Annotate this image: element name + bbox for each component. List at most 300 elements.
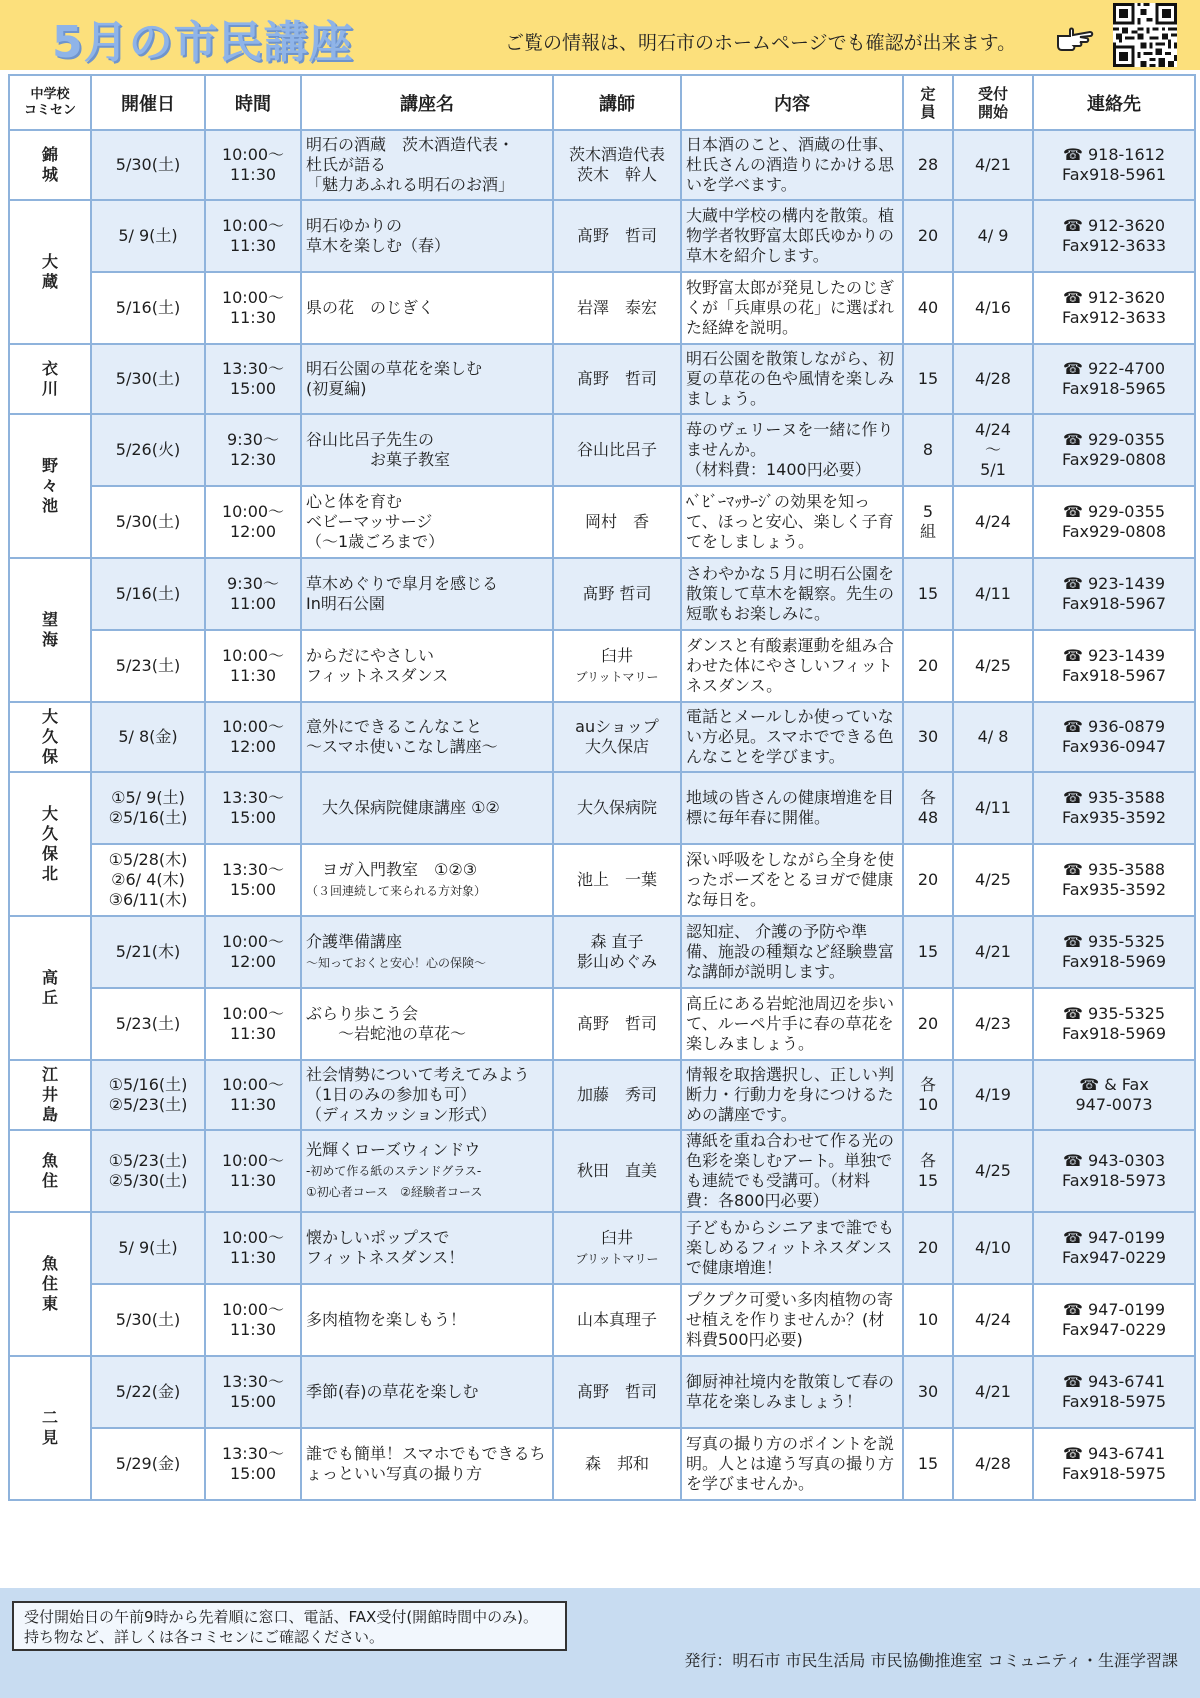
lecturer-cell	[553, 702, 681, 772]
course-name-cell-text: 明石ゆかりの 草木を楽しむ（春）	[306, 216, 451, 255]
school-name-cell: 錦 城	[9, 130, 91, 200]
course-name-cell-text: 介護準備講座	[306, 931, 403, 951]
date-cell-text: ①5/23(土) ②5/30(土)	[108, 1151, 188, 1190]
capacity-cell-text: 10	[917, 1310, 939, 1329]
lecturer-cell	[553, 414, 681, 486]
table-row	[9, 1356, 1195, 1428]
date-cell	[91, 1356, 205, 1428]
time-cell-text: 10:00〜 11:30	[221, 145, 285, 184]
capacity-cell	[903, 1428, 953, 1500]
reception-start-cell-text: 4/25	[975, 870, 1011, 889]
reception-start-cell-text: 4/11	[975, 798, 1011, 817]
date-cell-text: 5/23(土)	[115, 656, 181, 675]
lecturer-cell-text: 森 邦和	[584, 1454, 649, 1473]
capacity-cell-text: 40	[917, 298, 939, 317]
lecturer-cell	[553, 130, 681, 200]
lecturer-cell	[553, 486, 681, 558]
date-cell	[91, 344, 205, 414]
capacity-cell	[903, 130, 953, 200]
col-header-contact: 連絡先	[1033, 75, 1195, 130]
reception-start-cell	[953, 1284, 1033, 1356]
capacity-cell-text: 各 10	[917, 1075, 939, 1114]
lecturer-cell-text: 岡村 香	[584, 512, 649, 531]
course-name-cell	[301, 1060, 553, 1130]
contact-cell-text: ☎ 922-4700 Fax918-5965	[1061, 359, 1167, 398]
school-name-cell: 二 見	[9, 1356, 91, 1500]
reception-start-cell	[953, 1212, 1033, 1284]
content-cell	[681, 344, 903, 414]
date-cell	[91, 1130, 205, 1212]
contact-cell-text: ☎ 947-0199 Fax947-0229	[1061, 1228, 1167, 1267]
content-cell	[681, 1284, 903, 1356]
reception-start-cell-text: 4/24	[975, 512, 1011, 531]
date-cell	[91, 1428, 205, 1500]
lecturer-cell-text: 山本真理子	[576, 1310, 657, 1329]
reception-start-cell	[953, 486, 1033, 558]
capacity-cell-text: 5 組	[919, 502, 936, 541]
pointing-hand-icon	[1056, 22, 1096, 52]
table-row	[9, 486, 1195, 558]
course-name-cell-text: 季節(春)の草花を楽しむ	[306, 1382, 479, 1401]
course-name-cell	[301, 1130, 553, 1212]
content-cell-text: 御厨神社境内を散策して春の草花を楽しみましょう！	[686, 1372, 895, 1411]
content-cell-text: 認知症、 介護の予防や準備、施設の種類など経験豊富な講師が説明します。	[686, 922, 895, 981]
table-row	[9, 772, 1195, 844]
school-name-cell: 魚 住 東	[9, 1212, 91, 1356]
time-cell-text: 9:30〜 12:30	[227, 430, 279, 469]
reception-start-cell	[953, 130, 1033, 200]
course-name-cell	[301, 272, 553, 344]
content-cell-text: 情報を取捨選択し、正しい判断力・行動力を身につけるための講座です。	[686, 1065, 895, 1124]
lecturer-cell-text: 臼井	[600, 645, 633, 665]
time-cell-text: 10:00〜 11:30	[221, 646, 285, 685]
lecturer-cell-text: 岩澤 泰宏	[576, 298, 657, 317]
contact-cell-text: ☎ 929-0355 Fax929-0808	[1061, 430, 1167, 469]
content-cell	[681, 1212, 903, 1284]
content-cell-text: さわやかな５月に明石公園を散策して草木を観察。先生の短歌もお楽しみに。	[686, 564, 895, 623]
capacity-cell	[903, 844, 953, 916]
table-row	[9, 344, 1195, 414]
reception-start-cell-text: 4/23	[975, 1014, 1011, 1033]
contact-cell-text: ☎ 923-1439 Fax918-5967	[1061, 574, 1167, 613]
table-row	[9, 630, 1195, 702]
contact-cell-text: ☎ 935-5325 Fax918-5969	[1061, 1004, 1167, 1043]
reception-start-cell-text: 4/ 9	[977, 226, 1009, 245]
school-name-cell: 魚 住	[9, 1130, 91, 1212]
contact-cell-text: ☎ 923-1439 Fax918-5967	[1061, 646, 1167, 685]
time-cell	[205, 916, 301, 988]
capacity-cell	[903, 344, 953, 414]
reception-start-cell	[953, 1428, 1033, 1500]
content-cell-text: ﾍﾞﾋﾞｰﾏｯｻｰｼﾞの効果を知って、ほっと安心、楽しく子育てをしましょう。	[686, 492, 894, 551]
date-cell-text: 5/16(土)	[115, 584, 181, 603]
course-name-cell	[301, 414, 553, 486]
time-cell-text: 10:00〜 11:30	[221, 1075, 285, 1114]
date-cell	[91, 916, 205, 988]
reception-start-cell-text: 4/19	[975, 1085, 1011, 1104]
col-header-start: 受付 開始	[953, 75, 1033, 130]
capacity-cell-text: 20	[917, 870, 939, 889]
date-cell	[91, 844, 205, 916]
contact-cell-text: ☎ 935-3588 Fax935-3592	[1061, 860, 1167, 899]
contact-cell-text: ☎ 936-0879 Fax936-0947	[1061, 717, 1167, 756]
time-cell	[205, 200, 301, 272]
table-row	[9, 916, 1195, 988]
contact-cell	[1033, 1284, 1195, 1356]
school-name-cell: 大 蔵	[9, 200, 91, 344]
lecturer-cell-text: 髙野 哲司	[576, 1014, 657, 1033]
reception-start-cell	[953, 1130, 1033, 1212]
lecturer-cell	[553, 1212, 681, 1284]
content-cell	[681, 988, 903, 1060]
time-cell	[205, 1060, 301, 1130]
table-body	[9, 130, 1195, 1500]
lecturer-cell-text: 髙野 哲司	[576, 226, 657, 245]
time-cell	[205, 344, 301, 414]
contact-cell	[1033, 772, 1195, 844]
contact-cell-text: ☎ 935-3588 Fax935-3592	[1061, 788, 1167, 827]
content-cell-text: 牧野富太郎が発見したのじぎくが「兵庫県の花」に選ばれた経緯を説明。	[686, 278, 895, 337]
reception-start-cell-text: 4/21	[975, 155, 1011, 174]
col-header-content: 内容	[681, 75, 903, 130]
contact-cell	[1033, 630, 1195, 702]
lecturer-cell	[553, 630, 681, 702]
table-row	[9, 1428, 1195, 1500]
capacity-cell-text: 15	[917, 942, 939, 961]
course-name-cell-text: 懐かしいポップスで フィットネスダンス！	[306, 1228, 465, 1267]
contact-cell	[1033, 344, 1195, 414]
time-cell	[205, 558, 301, 630]
date-cell	[91, 414, 205, 486]
capacity-cell-text: 30	[917, 727, 939, 746]
time-cell	[205, 130, 301, 200]
time-cell-text: 10:00〜 12:00	[221, 502, 285, 541]
course-name-cell	[301, 702, 553, 772]
time-cell	[205, 1428, 301, 1500]
contact-cell	[1033, 1060, 1195, 1130]
capacity-cell	[903, 916, 953, 988]
date-cell-text: 5/16(土)	[115, 298, 181, 317]
col-header-school: 中学校 コミセン	[9, 75, 91, 130]
contact-cell	[1033, 414, 1195, 486]
content-cell-text: 苺のヴェリーヌを一緒に作りませんか。 （材料費：1400円必要）	[686, 420, 894, 479]
reception-start-cell	[953, 344, 1033, 414]
capacity-cell-text: 15	[917, 584, 939, 603]
course-name-cell-text: 県の花 のじぎく	[306, 298, 435, 317]
time-cell-text: 10:00〜 12:00	[221, 717, 285, 756]
course-name-cell-subtext: -初めて作る紙のステンドグラス- ①初心者コース ②経験者コース	[306, 1164, 483, 1199]
table-row	[9, 702, 1195, 772]
publisher-credit: 発行：明石市 市民生活局 市民協働推進室 コミュニティ・生涯学習課	[684, 1651, 1178, 1670]
capacity-cell	[903, 414, 953, 486]
reception-start-cell-text: 4/28	[975, 369, 1011, 388]
lecturer-cell-text: 髙野 哲司	[576, 1382, 657, 1401]
date-cell	[91, 702, 205, 772]
lecturer-cell	[553, 200, 681, 272]
date-cell	[91, 630, 205, 702]
lecturer-cell-text: 茨木酒造代表 茨木 幹人	[568, 145, 665, 184]
time-cell	[205, 988, 301, 1060]
lecturer-cell	[553, 772, 681, 844]
col-header-course: 講座名	[301, 75, 553, 130]
course-name-cell	[301, 630, 553, 702]
time-cell	[205, 844, 301, 916]
time-cell-text: 13:30〜 15:00	[221, 788, 285, 827]
school-name-cell: 大 久 保	[9, 702, 91, 772]
date-cell-text: ①5/28(木) ②6/ 4(木) ③6/11(木)	[108, 850, 188, 909]
reception-start-cell	[953, 272, 1033, 344]
date-cell-text: ①5/ 9(土) ②5/16(土)	[108, 788, 188, 827]
reception-start-cell	[953, 844, 1033, 916]
reception-start-cell-text: 4/28	[975, 1454, 1011, 1473]
contact-cell-text: ☎ & Fax 947-0073	[1075, 1075, 1153, 1114]
reception-start-cell-text: 4/16	[975, 298, 1011, 317]
content-cell	[681, 1130, 903, 1212]
time-cell	[205, 630, 301, 702]
date-cell-text: 5/30(土)	[115, 512, 181, 531]
course-name-cell-text: 明石公園の草花を楽しむ (初夏編)	[306, 359, 483, 398]
contact-cell	[1033, 1356, 1195, 1428]
time-cell	[205, 772, 301, 844]
col-header-lecturer: 講師	[553, 75, 681, 130]
time-cell-text: 13:30〜 15:00	[221, 860, 285, 899]
lecturer-cell-text: 臼井	[600, 1227, 633, 1247]
reception-start-cell	[953, 414, 1033, 486]
capacity-cell-text: 20	[917, 226, 939, 245]
time-cell	[205, 1130, 301, 1212]
lecturer-cell-subtext: ブリットマリー	[575, 669, 659, 684]
school-name-cell: 衣 川	[9, 344, 91, 414]
table-row	[9, 272, 1195, 344]
reception-start-cell-text: 4/21	[975, 942, 1011, 961]
reception-start-cell	[953, 630, 1033, 702]
course-name-cell-text: ヨガ入門教室 ①②③	[306, 859, 478, 879]
table-row	[9, 1130, 1195, 1212]
capacity-cell-text: 各 48	[917, 788, 939, 827]
capacity-cell	[903, 1060, 953, 1130]
date-cell-text: 5/30(土)	[115, 369, 181, 388]
table-row	[9, 1212, 1195, 1284]
content-cell	[681, 200, 903, 272]
content-cell-text: 高丘にある岩蛇池周辺を歩いて、ルーペ片手に春の草花を楽しみましょう。	[686, 994, 895, 1053]
reception-start-cell-text: 4/10	[975, 1238, 1011, 1257]
course-schedule-table	[8, 74, 1196, 1501]
lecturer-cell	[553, 1130, 681, 1212]
capacity-cell-text: 28	[917, 155, 939, 174]
date-cell	[91, 200, 205, 272]
contact-cell-text: ☎ 943-6741 Fax918-5975	[1061, 1372, 1167, 1411]
date-cell-text: 5/ 8(金)	[118, 727, 178, 746]
course-name-cell	[301, 844, 553, 916]
content-cell	[681, 916, 903, 988]
course-name-cell-text: 草木めぐりで皐月を感じる In明石公園	[306, 574, 499, 613]
table-row	[9, 130, 1195, 200]
capacity-cell	[903, 486, 953, 558]
table-row	[9, 1284, 1195, 1356]
capacity-cell-text: 20	[917, 1238, 939, 1257]
time-cell-text: 10:00〜 11:30	[221, 1300, 285, 1339]
time-cell	[205, 1356, 301, 1428]
lecturer-cell-text: 池上 一葉	[576, 870, 657, 889]
reception-start-cell	[953, 558, 1033, 630]
contact-cell	[1033, 558, 1195, 630]
content-cell-text: プクプク可愛い多肉植物の寄せ植えを作りませんか？(材料費500円必要)	[686, 1290, 894, 1349]
lecturer-cell	[553, 1284, 681, 1356]
date-cell	[91, 558, 205, 630]
table-row	[9, 414, 1195, 486]
date-cell-text: ①5/16(土) ②5/23(土)	[108, 1075, 188, 1114]
table-row	[9, 988, 1195, 1060]
course-name-cell	[301, 130, 553, 200]
content-cell	[681, 414, 903, 486]
course-name-cell-text: 大久保病院健康講座 ①②	[306, 798, 500, 817]
content-cell-text: 日本酒のこと、酒蔵の仕事、杜氏さんの酒造りにかける思いを学べます。	[686, 135, 895, 194]
lecturer-cell	[553, 844, 681, 916]
course-name-cell-text: 谷山比呂子先生の お菓子教室	[306, 430, 451, 469]
lecturer-cell	[553, 988, 681, 1060]
lecturer-cell-text: auショップ 大久保店	[575, 717, 659, 756]
contact-cell	[1033, 486, 1195, 558]
content-cell-text: 写真の撮り方のポイントを説明。人とは違う写真の撮り方を学びませんか。	[686, 1434, 895, 1493]
date-cell	[91, 1284, 205, 1356]
reception-start-cell-text: 4/25	[975, 1161, 1011, 1180]
col-header-date: 開催日	[91, 75, 205, 130]
school-name-cell: 野 々 池	[9, 414, 91, 558]
col-header-capacity: 定 員	[903, 75, 953, 130]
capacity-cell	[903, 200, 953, 272]
time-cell-text: 13:30〜 15:00	[221, 1372, 285, 1411]
time-cell	[205, 702, 301, 772]
course-name-cell	[301, 1284, 553, 1356]
time-cell	[205, 1212, 301, 1284]
course-name-cell	[301, 200, 553, 272]
time-cell-text: 9:30〜 11:00	[227, 574, 279, 613]
reception-start-cell	[953, 200, 1033, 272]
course-name-cell	[301, 772, 553, 844]
time-cell	[205, 1284, 301, 1356]
capacity-cell	[903, 1284, 953, 1356]
school-name-cell: 高 丘	[9, 916, 91, 1060]
content-cell-text: 明石公園を散策しながら、初夏の草花の色や風情を楽しみましょう。	[686, 349, 895, 408]
time-cell-text: 10:00〜 11:30	[221, 216, 285, 255]
course-name-cell	[301, 1356, 553, 1428]
lecturer-cell	[553, 1428, 681, 1500]
contact-cell	[1033, 1428, 1195, 1500]
content-cell-text: 電話とメールしか使っていない方必見。スマホでできる色んなことを学びます。	[686, 707, 894, 766]
content-cell-text: ダンスと有酸素運動を組み合わせた体にやさしいフィットネスダンス。	[686, 636, 894, 695]
contact-cell	[1033, 988, 1195, 1060]
time-cell	[205, 486, 301, 558]
capacity-cell	[903, 1212, 953, 1284]
lecturer-cell-text: 谷山比呂子	[576, 440, 657, 459]
contact-cell	[1033, 130, 1195, 200]
course-name-cell-text: 社会情勢について考えてみよう（1日のみの参加も可） （ディスカッション形式）	[306, 1065, 530, 1124]
course-name-cell-text: 心と体を育む ベビーマッサージ （〜1歳ごろまで）	[306, 492, 445, 551]
content-cell	[681, 558, 903, 630]
capacity-cell	[903, 630, 953, 702]
course-name-cell-text: 誰でも簡単！スマホでもできるちょっといい写真の撮り方	[306, 1444, 546, 1483]
contact-cell	[1033, 200, 1195, 272]
content-cell	[681, 1356, 903, 1428]
table-row	[9, 558, 1195, 630]
capacity-cell-text: 20	[917, 1014, 939, 1033]
reception-start-cell-text: 4/24 〜 5/1	[975, 420, 1011, 479]
contact-cell-text: ☎ 918-1612 Fax918-5961	[1061, 145, 1167, 184]
capacity-cell-text: 30	[917, 1382, 939, 1401]
content-cell	[681, 702, 903, 772]
content-cell-text: 深い呼吸をしながら全身を使ったポーズをとるヨガで健康な毎日を。	[686, 850, 895, 909]
lecturer-cell	[553, 272, 681, 344]
school-name-cell: 江 井 島	[9, 1060, 91, 1130]
contact-cell-text: ☎ 929-0355 Fax929-0808	[1061, 502, 1167, 541]
reception-start-cell-text: 4/24	[975, 1310, 1011, 1329]
content-cell-text: 地域の皆さんの健康増進を目標に毎年春に開催。	[686, 788, 895, 827]
lecturer-cell-text: 髙野 哲司	[582, 584, 652, 603]
capacity-cell-text: 8	[922, 440, 934, 459]
course-name-cell-text: 多肉植物を楽しもう！	[306, 1310, 467, 1329]
reception-start-cell-text: 4/25	[975, 656, 1011, 675]
school-name-cell: 望 海	[9, 558, 91, 702]
content-cell	[681, 844, 903, 916]
reception-start-cell	[953, 988, 1033, 1060]
content-cell-text: 子どもからシニアまで誰でも楽しめるフィットネスダンスで健康増進！	[686, 1218, 895, 1277]
course-name-cell	[301, 916, 553, 988]
capacity-cell-text: 20	[917, 656, 939, 675]
qr-code-icon[interactable]	[1113, 3, 1177, 67]
date-cell-text: 5/ 9(土)	[118, 226, 178, 245]
reception-notice: 受付開始日の午前9時から先着順に窓口、電話、FAX受付(開館時間中のみ)。 持ち物など、詳しくは各コミセンにご確認ください。	[12, 1601, 567, 1651]
lecturer-cell-text: 髙野 哲司	[576, 369, 657, 388]
course-name-cell	[301, 486, 553, 558]
contact-cell-text: ☎ 912-3620 Fax912-3633	[1061, 288, 1167, 327]
reception-start-cell	[953, 1356, 1033, 1428]
lecturer-cell-text: 森 直子 影山めぐみ	[576, 932, 657, 971]
capacity-cell	[903, 988, 953, 1060]
content-cell	[681, 772, 903, 844]
capacity-cell	[903, 702, 953, 772]
lecturer-cell-subtext: ブリットマリー	[575, 1251, 659, 1266]
school-name-cell: 大 久 保 北	[9, 772, 91, 916]
contact-cell-text: ☎ 943-0303 Fax918-5973	[1061, 1151, 1167, 1190]
date-cell-text: 5/22(金)	[115, 1382, 181, 1401]
lecturer-cell	[553, 1060, 681, 1130]
lecturer-cell	[553, 558, 681, 630]
date-cell	[91, 1212, 205, 1284]
content-cell-text: 薄紙を重ね合わせて作る光の色彩を楽しむアート。単独でも連続でも受講可。（材料費：各800円必要）	[686, 1131, 895, 1210]
time-cell-text: 10:00〜 11:30	[221, 1004, 285, 1043]
time-cell-text: 10:00〜 11:30	[221, 1228, 285, 1267]
date-cell	[91, 486, 205, 558]
date-cell	[91, 272, 205, 344]
content-cell	[681, 486, 903, 558]
date-cell	[91, 772, 205, 844]
reception-start-cell	[953, 702, 1033, 772]
table-row	[9, 844, 1195, 916]
lecturer-cell-text: 秋田 直美	[576, 1161, 657, 1180]
table-row	[9, 1060, 1195, 1130]
lecturer-cell	[553, 1356, 681, 1428]
table-row	[9, 200, 1195, 272]
reception-start-cell	[953, 772, 1033, 844]
reception-start-cell-text: 4/ 8	[977, 727, 1009, 746]
date-cell-text: 5/26(火)	[115, 440, 181, 459]
course-name-cell	[301, 1212, 553, 1284]
time-cell	[205, 272, 301, 344]
lecturer-cell-text: 大久保病院	[576, 798, 657, 817]
contact-cell	[1033, 916, 1195, 988]
contact-cell	[1033, 1130, 1195, 1212]
capacity-cell	[903, 1356, 953, 1428]
